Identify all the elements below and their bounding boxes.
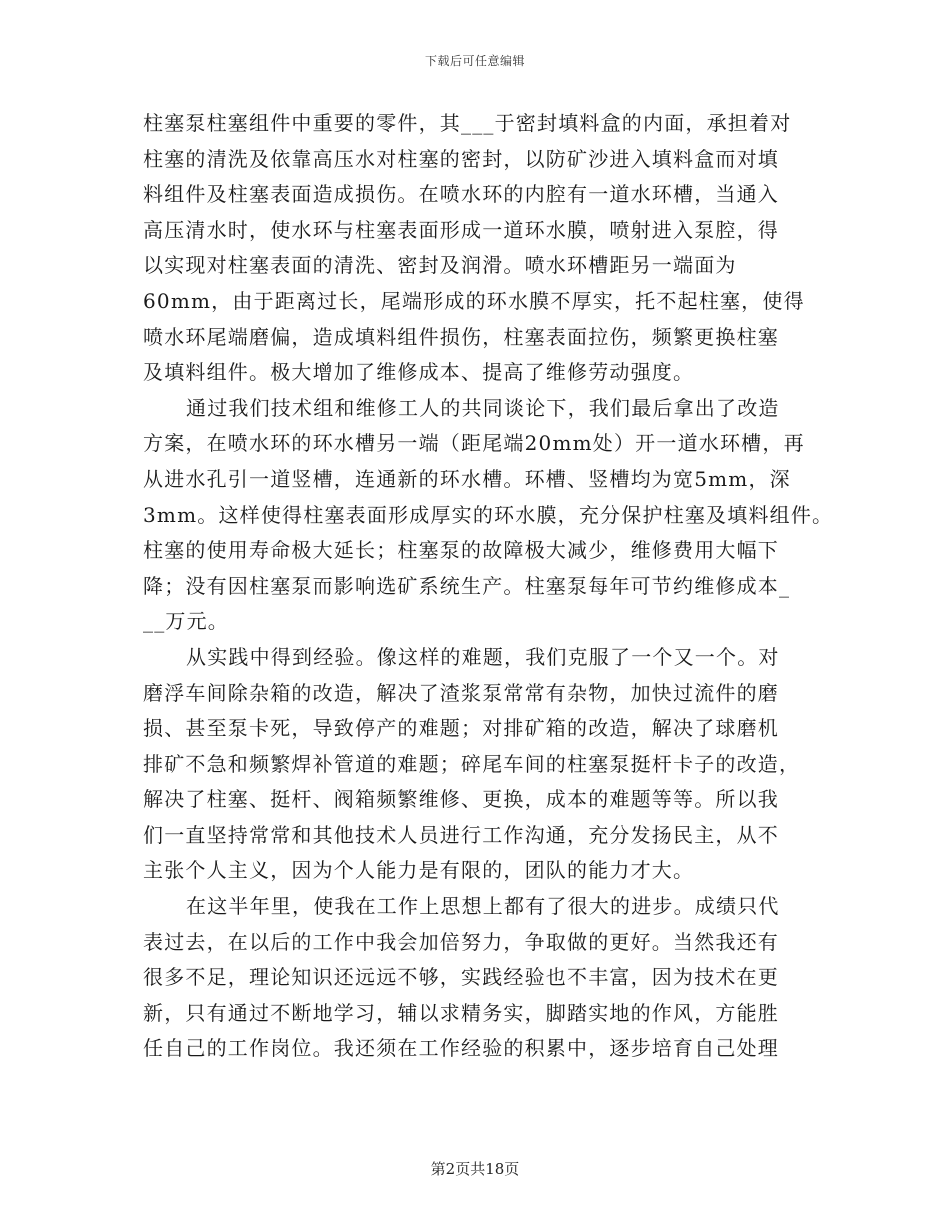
paragraph: [143, 391, 834, 640]
text-line: 以实现对柱塞表面的清洗、密封及润滑。喷水环槽距另一端面为: [143, 253, 737, 278]
text-line: 料组件及柱塞表面造成损伤。在喷水环的内腔有一道水环槽，当通入: [143, 182, 779, 207]
text-line: 很多不足，理论知识还远远不够，实践经验也不丰富，因为技术在更: [143, 965, 779, 990]
text-line: 喷水环尾端磨偏，造成填料组件损伤，柱塞表面拉伤，频繁更换柱塞: [143, 324, 779, 349]
text-line: 及填料组件。极大增加了维修成本、提高了维修劳动强度。: [143, 360, 695, 385]
text-line: 表过去，在以后的工作中我会加倍努力，争取做的更好。当然我还有: [143, 929, 779, 954]
page-header: 下载后可任意编辑: [424, 54, 525, 68]
document-body: [143, 106, 834, 1067]
text-line: 损、甚至泵卡死，导致停产的难题；对排矿箱的改造，解决了球磨机: [143, 716, 779, 741]
text-line: 在这半年里，使我在工作上思想上都有了很大的进步。成绩只代: [186, 894, 780, 919]
page-footer: 第2页共18页: [430, 1160, 520, 1178]
text-line: 解决了柱塞、挺杆、阀箱频繁维修、更换，成本的难题等等。所以我: [143, 787, 779, 812]
text-line: 柱塞泵柱塞组件中重要的零件，其___于密封填料盒的内面，承担着对: [143, 111, 792, 135]
text-line: 柱塞的清洗及依靠高压水对柱塞的密封，以防矿沙进入填料盒而对填: [143, 146, 779, 171]
text-line: 主张个人主义，因为个人能力是有限的，团队的能力才大。: [143, 858, 695, 883]
text-line: __万元。: [143, 609, 229, 634]
text-line: 60mm，由于距离过长，尾端形成的环水膜不厚实，托不起柱塞，使得: [143, 288, 805, 313]
text-line: 从实践中得到经验。像这样的难题，我们克服了一个又一个。对: [186, 644, 780, 669]
text-line: 任自己的工作岗位。我还须在工作经验的积累中，逐步培育自己处理: [143, 1036, 779, 1061]
text-line: 从进水孔引一道竖槽，连通新的环水槽。环槽、竖槽均为宽5mm，深: [143, 466, 791, 491]
text-line: 高压清水时，使水环与柱塞表面形成一道环水膜，喷射进入泵腔，得: [143, 217, 779, 242]
text-line: 们一直坚持常常和其他技术人员进行工作沟通，充分发扬民主，从不: [143, 822, 779, 847]
text-line: 通过我们技术组和维修工人的共同谈论下，我们最后拿出了改造: [186, 395, 780, 420]
text-line: 方案，在喷水环的环水槽另一端（距尾端20mm处）开一道水环槽，再: [143, 431, 805, 456]
paragraph: [143, 640, 813, 889]
text-line: 降；没有因柱塞泵而影响选矿系统生产。柱塞泵每年可节约维修成本_: [143, 573, 791, 598]
paragraph: [143, 106, 813, 391]
text-line: 排矿不急和频繁焊补管道的难题；碎尾车间的柱塞泵挺杆卡子的改造，: [143, 751, 801, 776]
text-line: 柱塞的使用寿命极大延长；柱塞泵的故障极大减少，维修费用大幅下: [143, 538, 779, 563]
paragraph: [143, 889, 813, 1067]
text-line: 磨浮车间除杂箱的改造，解决了渣浆泵常常有杂物，加快过流件的磨: [143, 680, 779, 705]
text-line: 3mm。这样使得柱塞表面形成厚实的环水膜，充分保护柱塞及填料组件。: [143, 502, 834, 527]
text-line: 新，只有通过不断地学习，辅以求精务实，脚踏实地的作风，方能胜: [143, 1000, 779, 1025]
